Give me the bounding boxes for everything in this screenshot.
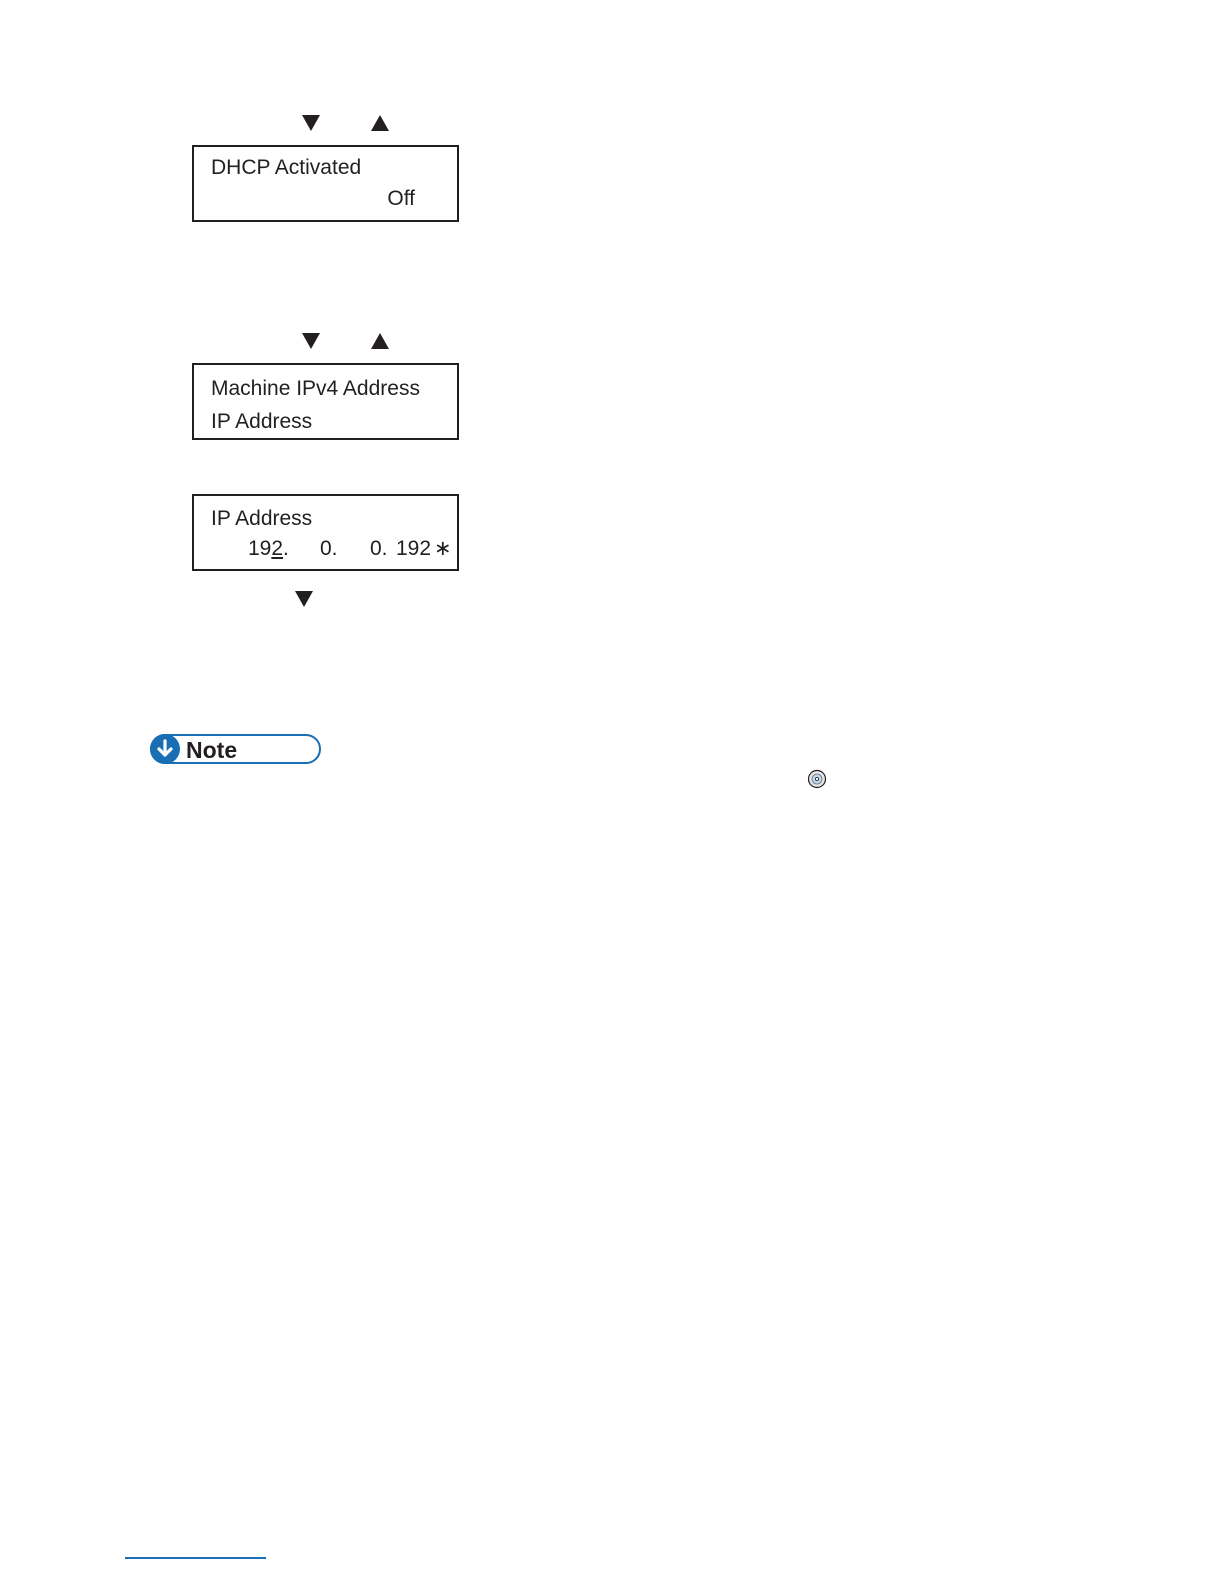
up-arrow-key-icon	[371, 333, 389, 349]
down-arrow-key-icon	[295, 591, 313, 607]
ip-octet-1-prefix: 19	[248, 537, 272, 560]
lcd-panel-ip-address	[192, 494, 459, 571]
arrow-down-circle-icon	[150, 734, 180, 764]
arrow-down-glyph	[150, 734, 180, 764]
disc-icon	[807, 769, 827, 789]
footer-rule	[125, 1557, 266, 1559]
lcd-panel-machine-ipv4	[192, 363, 459, 440]
lcd-panel-dhcp	[192, 145, 459, 222]
lcd-ipv4-item: IP Address	[211, 410, 313, 433]
lcd-ip-title: IP Address	[211, 507, 313, 530]
ip-octet-4: 192	[396, 537, 432, 560]
note-label: Note	[186, 737, 238, 763]
ip-octet-2: 0.	[320, 537, 338, 560]
down-arrow-key-icon	[302, 333, 320, 349]
ip-cursor-digit: 2	[271, 537, 284, 560]
ip-octet-1-suffix: .	[283, 537, 289, 560]
ip-marker: ∗	[434, 537, 452, 560]
note-badge	[150, 734, 321, 764]
lcd-ipv4-title: Machine IPv4 Address	[211, 377, 420, 400]
ip-octet-1	[248, 537, 289, 561]
up-arrow-key-icon	[371, 115, 389, 131]
ip-octet-3: 0.	[370, 537, 388, 560]
lcd-dhcp-title: DHCP Activated	[211, 156, 362, 179]
lcd-dhcp-value: Off	[387, 187, 415, 210]
down-arrow-key-icon	[302, 115, 320, 131]
